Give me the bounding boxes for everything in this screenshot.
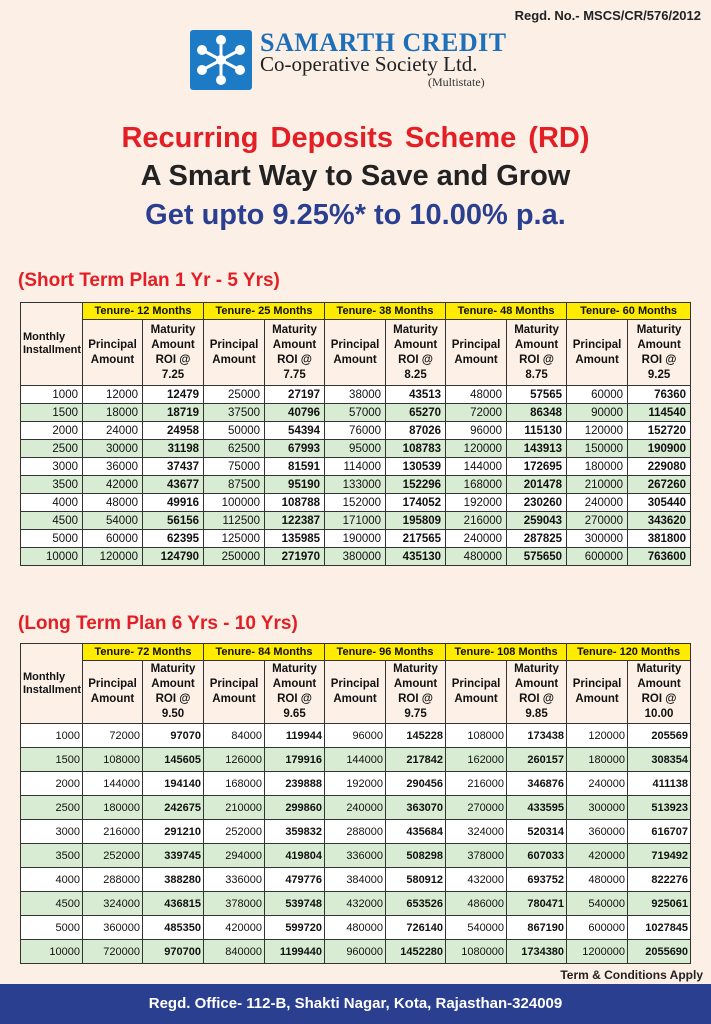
maturity-cell: 508298 bbox=[386, 844, 446, 868]
principal-cell: 384000 bbox=[325, 868, 386, 892]
principal-cell: 112500 bbox=[204, 512, 265, 530]
maturity-cell: 124790 bbox=[143, 548, 204, 566]
principal-cell: 190000 bbox=[325, 530, 386, 548]
long-term-title: (Long Term Plan 6 Yrs - 10 Yrs) bbox=[18, 613, 298, 634]
monthly-installment-cell: 1500 bbox=[21, 404, 83, 422]
headline-rate: Get upto 9.25%* to 10.00% p.a. bbox=[145, 199, 566, 231]
maturity-cell: 95190 bbox=[265, 476, 325, 494]
monthly-installment-cell: 4500 bbox=[21, 892, 83, 916]
maturity-cell: 346876 bbox=[507, 772, 567, 796]
maturity-cell: 190900 bbox=[628, 440, 691, 458]
maturity-cell: 97070 bbox=[143, 724, 204, 748]
principal-cell: 162000 bbox=[446, 748, 507, 772]
maturity-cell: 1452280 bbox=[386, 940, 446, 964]
table-row bbox=[21, 772, 691, 796]
maturity-cell: 130539 bbox=[386, 458, 446, 476]
monthly-installment-cell: 3500 bbox=[21, 476, 83, 494]
tenure-header: Tenure- 25 Months bbox=[204, 303, 325, 320]
principal-cell: 600000 bbox=[567, 548, 628, 566]
maturity-cell: 37437 bbox=[143, 458, 204, 476]
monthly-installment-cell: 10000 bbox=[21, 548, 83, 566]
maturity-cell: 152296 bbox=[386, 476, 446, 494]
principal-cell: 960000 bbox=[325, 940, 386, 964]
maturity-cell: 122387 bbox=[265, 512, 325, 530]
headline-tagline: A Smart Way to Save and Grow bbox=[140, 160, 571, 192]
principal-cell: 216000 bbox=[446, 772, 507, 796]
monthly-installment-cell: 2500 bbox=[21, 796, 83, 820]
monthly-installment-cell: 2000 bbox=[21, 772, 83, 796]
maturity-cell: 65270 bbox=[386, 404, 446, 422]
maturity-header: Maturity Amount ROI @ 7.75 bbox=[265, 320, 325, 386]
principal-cell: 150000 bbox=[567, 440, 628, 458]
maturity-cell: 520314 bbox=[507, 820, 567, 844]
maturity-cell: 115130 bbox=[507, 422, 567, 440]
maturity-header: Maturity Amount ROI @ 9.65 bbox=[265, 661, 325, 724]
principal-cell: 180000 bbox=[567, 748, 628, 772]
monthly-installment-cell: 4500 bbox=[21, 512, 83, 530]
maturity-cell: 143913 bbox=[507, 440, 567, 458]
maturity-cell: 339745 bbox=[143, 844, 204, 868]
principal-cell: 486000 bbox=[446, 892, 507, 916]
footer-address: Regd. Office- 112-B, Shakti Nagar, Kota, Rajasthan-324009 bbox=[0, 984, 711, 1024]
principal-cell: 37500 bbox=[204, 404, 265, 422]
principal-cell: 216000 bbox=[446, 512, 507, 530]
maturity-header: Maturity Amount ROI @ 9.50 bbox=[143, 661, 204, 724]
table-row bbox=[21, 916, 691, 940]
principal-cell: 250000 bbox=[204, 548, 265, 566]
maturity-cell: 925061 bbox=[628, 892, 691, 916]
maturity-cell: 290456 bbox=[386, 772, 446, 796]
maturity-cell: 49916 bbox=[143, 494, 204, 512]
table-row bbox=[21, 458, 691, 476]
table-row bbox=[21, 386, 691, 404]
maturity-cell: 40796 bbox=[265, 404, 325, 422]
maturity-cell: 201478 bbox=[507, 476, 567, 494]
principal-cell: 114000 bbox=[325, 458, 386, 476]
principal-header: Principal Amount bbox=[446, 661, 507, 724]
maturity-cell: 433595 bbox=[507, 796, 567, 820]
principal-cell: 540000 bbox=[446, 916, 507, 940]
principal-cell: 18000 bbox=[83, 404, 143, 422]
maturity-cell: 363070 bbox=[386, 796, 446, 820]
maturity-cell: 76360 bbox=[628, 386, 691, 404]
principal-cell: 36000 bbox=[83, 458, 143, 476]
principal-cell: 288000 bbox=[325, 820, 386, 844]
maturity-header: Maturity Amount ROI @ 9.75 bbox=[386, 661, 446, 724]
maturity-header: Maturity Amount ROI @ 9.85 bbox=[507, 661, 567, 724]
principal-cell: 210000 bbox=[567, 476, 628, 494]
principal-cell: 168000 bbox=[204, 772, 265, 796]
maturity-header: Maturity Amount ROI @ 8.25 bbox=[386, 320, 446, 386]
tenure-header: Tenure- 12 Months bbox=[83, 303, 204, 320]
long-term-body bbox=[21, 724, 691, 964]
monthly-installment-cell: 3000 bbox=[21, 458, 83, 476]
principal-cell: 24000 bbox=[83, 422, 143, 440]
principal-cell: 270000 bbox=[567, 512, 628, 530]
maturity-cell: 435684 bbox=[386, 820, 446, 844]
maturity-cell: 67993 bbox=[265, 440, 325, 458]
maturity-cell: 419804 bbox=[265, 844, 325, 868]
maturity-cell: 31198 bbox=[143, 440, 204, 458]
principal-cell: 62500 bbox=[204, 440, 265, 458]
maturity-cell: 194140 bbox=[143, 772, 204, 796]
principal-cell: 420000 bbox=[204, 916, 265, 940]
principal-cell: 480000 bbox=[325, 916, 386, 940]
principal-cell: 168000 bbox=[446, 476, 507, 494]
principal-cell: 54000 bbox=[83, 512, 143, 530]
principal-cell: 324000 bbox=[83, 892, 143, 916]
maturity-cell: 152720 bbox=[628, 422, 691, 440]
table-row bbox=[21, 796, 691, 820]
maturity-cell: 239888 bbox=[265, 772, 325, 796]
maturity-cell: 108783 bbox=[386, 440, 446, 458]
monthly-installment-cell: 4000 bbox=[21, 868, 83, 892]
maturity-cell: 388280 bbox=[143, 868, 204, 892]
terms-note: Term & Conditions Apply bbox=[560, 968, 703, 982]
maturity-cell: 259043 bbox=[507, 512, 567, 530]
tenure-header: Tenure- 72 Months bbox=[83, 644, 204, 661]
principal-cell: 96000 bbox=[325, 724, 386, 748]
table-row bbox=[21, 422, 691, 440]
maturity-cell: 54394 bbox=[265, 422, 325, 440]
maturity-cell: 299860 bbox=[265, 796, 325, 820]
maturity-cell: 217842 bbox=[386, 748, 446, 772]
principal-cell: 75000 bbox=[204, 458, 265, 476]
principal-cell: 180000 bbox=[567, 458, 628, 476]
maturity-cell: 62395 bbox=[143, 530, 204, 548]
principal-cell: 432000 bbox=[325, 892, 386, 916]
maturity-cell: 81591 bbox=[265, 458, 325, 476]
principal-cell: 336000 bbox=[204, 868, 265, 892]
maturity-cell: 135985 bbox=[265, 530, 325, 548]
principal-cell: 300000 bbox=[567, 530, 628, 548]
principal-header: Principal Amount bbox=[567, 661, 628, 724]
maturity-cell: 763600 bbox=[628, 548, 691, 566]
table-row bbox=[21, 530, 691, 548]
maturity-cell: 145605 bbox=[143, 748, 204, 772]
principal-cell: 108000 bbox=[446, 724, 507, 748]
monthly-installment-cell: 1000 bbox=[21, 724, 83, 748]
maturity-cell: 485350 bbox=[143, 916, 204, 940]
principal-cell: 192000 bbox=[446, 494, 507, 512]
maturity-cell: 1199440 bbox=[265, 940, 325, 964]
principal-cell: 57000 bbox=[325, 404, 386, 422]
principal-cell: 294000 bbox=[204, 844, 265, 868]
short-term-table bbox=[20, 302, 691, 566]
registration-number: Regd. No.- MSCS/CR/576/2012 bbox=[514, 8, 701, 23]
principal-cell: 72000 bbox=[446, 404, 507, 422]
maturity-cell: 726140 bbox=[386, 916, 446, 940]
principal-cell: 240000 bbox=[567, 494, 628, 512]
brand-header bbox=[190, 28, 530, 92]
monthly-installment-cell: 10000 bbox=[21, 940, 83, 964]
brand-subtitle: Co-operative Society Ltd. bbox=[260, 52, 478, 76]
maturity-cell: 57565 bbox=[507, 386, 567, 404]
principal-cell: 288000 bbox=[83, 868, 143, 892]
maturity-cell: 436815 bbox=[143, 892, 204, 916]
principal-header: Principal Amount bbox=[446, 320, 507, 386]
maturity-cell: 822276 bbox=[628, 868, 691, 892]
principal-cell: 840000 bbox=[204, 940, 265, 964]
principal-cell: 210000 bbox=[204, 796, 265, 820]
table-row bbox=[21, 440, 691, 458]
brand-name: SAMARTH CREDIT bbox=[260, 28, 507, 57]
principal-cell: 38000 bbox=[325, 386, 386, 404]
principal-cell: 72000 bbox=[83, 724, 143, 748]
maturity-cell: 1734380 bbox=[507, 940, 567, 964]
table-row bbox=[21, 476, 691, 494]
principal-cell: 120000 bbox=[567, 724, 628, 748]
maturity-cell: 1027845 bbox=[628, 916, 691, 940]
principal-cell: 50000 bbox=[204, 422, 265, 440]
table-row bbox=[21, 892, 691, 916]
monthly-installment-cell: 1000 bbox=[21, 386, 83, 404]
table-row bbox=[21, 940, 691, 964]
maturity-header: Maturity Amount ROI @ 8.75 bbox=[507, 320, 567, 386]
principal-cell: 480000 bbox=[567, 868, 628, 892]
principal-cell: 240000 bbox=[567, 772, 628, 796]
principal-cell: 336000 bbox=[325, 844, 386, 868]
monthly-installment-cell: 1500 bbox=[21, 748, 83, 772]
table-row bbox=[21, 820, 691, 844]
maturity-cell: 27197 bbox=[265, 386, 325, 404]
maturity-cell: 616707 bbox=[628, 820, 691, 844]
maturity-cell: 693752 bbox=[507, 868, 567, 892]
principal-cell: 60000 bbox=[83, 530, 143, 548]
principal-cell: 1200000 bbox=[567, 940, 628, 964]
principal-cell: 60000 bbox=[567, 386, 628, 404]
long-term-table bbox=[20, 643, 691, 964]
maturity-cell: 87026 bbox=[386, 422, 446, 440]
maturity-cell: 580912 bbox=[386, 868, 446, 892]
principal-cell: 240000 bbox=[325, 796, 386, 820]
tenure-header: Tenure- 38 Months bbox=[325, 303, 446, 320]
maturity-cell: 205569 bbox=[628, 724, 691, 748]
principal-cell: 1080000 bbox=[446, 940, 507, 964]
maturity-cell: 719492 bbox=[628, 844, 691, 868]
principal-cell: 252000 bbox=[204, 820, 265, 844]
principal-cell: 87500 bbox=[204, 476, 265, 494]
table-row bbox=[21, 748, 691, 772]
principal-cell: 144000 bbox=[325, 748, 386, 772]
tenure-header: Tenure- 96 Months bbox=[325, 644, 446, 661]
principal-cell: 90000 bbox=[567, 404, 628, 422]
maturity-cell: 43513 bbox=[386, 386, 446, 404]
principal-cell: 95000 bbox=[325, 440, 386, 458]
maturity-cell: 970700 bbox=[143, 940, 204, 964]
table-row bbox=[21, 724, 691, 748]
principal-cell: 360000 bbox=[83, 916, 143, 940]
monthly-installment-cell: 5000 bbox=[21, 916, 83, 940]
headline-scheme: Recurring Deposits Scheme (RD) bbox=[121, 122, 590, 154]
maturity-cell: 867190 bbox=[507, 916, 567, 940]
principal-cell: 171000 bbox=[325, 512, 386, 530]
principal-cell: 48000 bbox=[83, 494, 143, 512]
principal-cell: 144000 bbox=[446, 458, 507, 476]
principal-cell: 84000 bbox=[204, 724, 265, 748]
long-term-header bbox=[21, 644, 691, 724]
principal-cell: 192000 bbox=[325, 772, 386, 796]
maturity-cell: 12479 bbox=[143, 386, 204, 404]
brand-multistate: (Multistate) bbox=[428, 75, 485, 89]
principal-cell: 133000 bbox=[325, 476, 386, 494]
maturity-cell: 513923 bbox=[628, 796, 691, 820]
maturity-cell: 56156 bbox=[143, 512, 204, 530]
principal-cell: 25000 bbox=[204, 386, 265, 404]
maturity-header: Maturity Amount ROI @ 10.00 bbox=[628, 661, 691, 724]
tenure-header: Tenure- 84 Months bbox=[204, 644, 325, 661]
principal-header: Principal Amount bbox=[83, 661, 143, 724]
principal-cell: 12000 bbox=[83, 386, 143, 404]
maturity-cell: 86348 bbox=[507, 404, 567, 422]
monthly-installment-cell: 2500 bbox=[21, 440, 83, 458]
monthly-installment-header: Monthly Installment bbox=[21, 644, 83, 724]
principal-cell: 432000 bbox=[446, 868, 507, 892]
principal-cell: 270000 bbox=[446, 796, 507, 820]
principal-cell: 480000 bbox=[446, 548, 507, 566]
maturity-cell: 24958 bbox=[143, 422, 204, 440]
maturity-cell: 108788 bbox=[265, 494, 325, 512]
principal-cell: 144000 bbox=[83, 772, 143, 796]
short-term-title: (Short Term Plan 1 Yr - 5 Yrs) bbox=[18, 270, 280, 291]
tenure-header: Tenure- 108 Months bbox=[446, 644, 567, 661]
maturity-cell: 381800 bbox=[628, 530, 691, 548]
maturity-cell: 343620 bbox=[628, 512, 691, 530]
principal-cell: 126000 bbox=[204, 748, 265, 772]
maturity-cell: 653526 bbox=[386, 892, 446, 916]
principal-cell: 120000 bbox=[83, 548, 143, 566]
maturity-cell: 411138 bbox=[628, 772, 691, 796]
principal-cell: 420000 bbox=[567, 844, 628, 868]
maturity-cell: 119944 bbox=[265, 724, 325, 748]
maturity-cell: 179916 bbox=[265, 748, 325, 772]
principal-cell: 120000 bbox=[567, 422, 628, 440]
principal-cell: 360000 bbox=[567, 820, 628, 844]
maturity-header: Maturity Amount ROI @ 7.25 bbox=[143, 320, 204, 386]
maturity-header: Maturity Amount ROI @ 9.25 bbox=[628, 320, 691, 386]
maturity-cell: 291210 bbox=[143, 820, 204, 844]
short-term-body bbox=[21, 386, 691, 566]
principal-cell: 180000 bbox=[83, 796, 143, 820]
principal-header: Principal Amount bbox=[325, 661, 386, 724]
principal-cell: 378000 bbox=[204, 892, 265, 916]
maturity-cell: 43677 bbox=[143, 476, 204, 494]
principal-cell: 100000 bbox=[204, 494, 265, 512]
monthly-installment-cell: 5000 bbox=[21, 530, 83, 548]
maturity-cell: 173438 bbox=[507, 724, 567, 748]
maturity-cell: 308354 bbox=[628, 748, 691, 772]
principal-cell: 380000 bbox=[325, 548, 386, 566]
maturity-cell: 195809 bbox=[386, 512, 446, 530]
principal-cell: 600000 bbox=[567, 916, 628, 940]
principal-cell: 152000 bbox=[325, 494, 386, 512]
principal-cell: 252000 bbox=[83, 844, 143, 868]
maturity-cell: 435130 bbox=[386, 548, 446, 566]
maturity-cell: 260157 bbox=[507, 748, 567, 772]
principal-cell: 540000 bbox=[567, 892, 628, 916]
table-row bbox=[21, 512, 691, 530]
maturity-cell: 229080 bbox=[628, 458, 691, 476]
principal-header: Principal Amount bbox=[204, 320, 265, 386]
maturity-cell: 575650 bbox=[507, 548, 567, 566]
maturity-cell: 267260 bbox=[628, 476, 691, 494]
maturity-cell: 305440 bbox=[628, 494, 691, 512]
principal-cell: 378000 bbox=[446, 844, 507, 868]
short-term-header bbox=[21, 303, 691, 386]
table-row bbox=[21, 548, 691, 566]
table-row bbox=[21, 868, 691, 892]
maturity-cell: 217565 bbox=[386, 530, 446, 548]
principal-cell: 125000 bbox=[204, 530, 265, 548]
tenure-header: Tenure- 60 Months bbox=[567, 303, 691, 320]
principal-cell: 216000 bbox=[83, 820, 143, 844]
principal-cell: 96000 bbox=[446, 422, 507, 440]
maturity-cell: 780471 bbox=[507, 892, 567, 916]
principal-header: Principal Amount bbox=[83, 320, 143, 386]
monthly-installment-cell: 3500 bbox=[21, 844, 83, 868]
tenure-header: Tenure- 48 Months bbox=[446, 303, 567, 320]
principal-cell: 324000 bbox=[446, 820, 507, 844]
principal-header: Principal Amount bbox=[567, 320, 628, 386]
principal-cell: 300000 bbox=[567, 796, 628, 820]
maturity-cell: 287825 bbox=[507, 530, 567, 548]
maturity-cell: 607033 bbox=[507, 844, 567, 868]
monthly-installment-header: Monthly Installment bbox=[21, 303, 83, 386]
maturity-cell: 539748 bbox=[265, 892, 325, 916]
maturity-cell: 145228 bbox=[386, 724, 446, 748]
table-row bbox=[21, 844, 691, 868]
maturity-cell: 242675 bbox=[143, 796, 204, 820]
maturity-cell: 18719 bbox=[143, 404, 204, 422]
maturity-cell: 174052 bbox=[386, 494, 446, 512]
principal-header: Principal Amount bbox=[204, 661, 265, 724]
principal-cell: 42000 bbox=[83, 476, 143, 494]
principal-cell: 120000 bbox=[446, 440, 507, 458]
maturity-cell: 599720 bbox=[265, 916, 325, 940]
table-row bbox=[21, 494, 691, 512]
maturity-cell: 172695 bbox=[507, 458, 567, 476]
society-logo-icon bbox=[190, 30, 252, 90]
maturity-cell: 2055690 bbox=[628, 940, 691, 964]
maturity-cell: 271970 bbox=[265, 548, 325, 566]
tenure-header: Tenure- 120 Months bbox=[567, 644, 691, 661]
principal-cell: 48000 bbox=[446, 386, 507, 404]
maturity-cell: 114540 bbox=[628, 404, 691, 422]
monthly-installment-cell: 3000 bbox=[21, 820, 83, 844]
maturity-cell: 359832 bbox=[265, 820, 325, 844]
principal-header: Principal Amount bbox=[325, 320, 386, 386]
principal-cell: 240000 bbox=[446, 530, 507, 548]
principal-cell: 30000 bbox=[83, 440, 143, 458]
monthly-installment-cell: 2000 bbox=[21, 422, 83, 440]
principal-cell: 76000 bbox=[325, 422, 386, 440]
maturity-cell: 479776 bbox=[265, 868, 325, 892]
principal-cell: 720000 bbox=[83, 940, 143, 964]
table-row bbox=[21, 404, 691, 422]
maturity-cell: 230260 bbox=[507, 494, 567, 512]
principal-cell: 108000 bbox=[83, 748, 143, 772]
monthly-installment-cell: 4000 bbox=[21, 494, 83, 512]
